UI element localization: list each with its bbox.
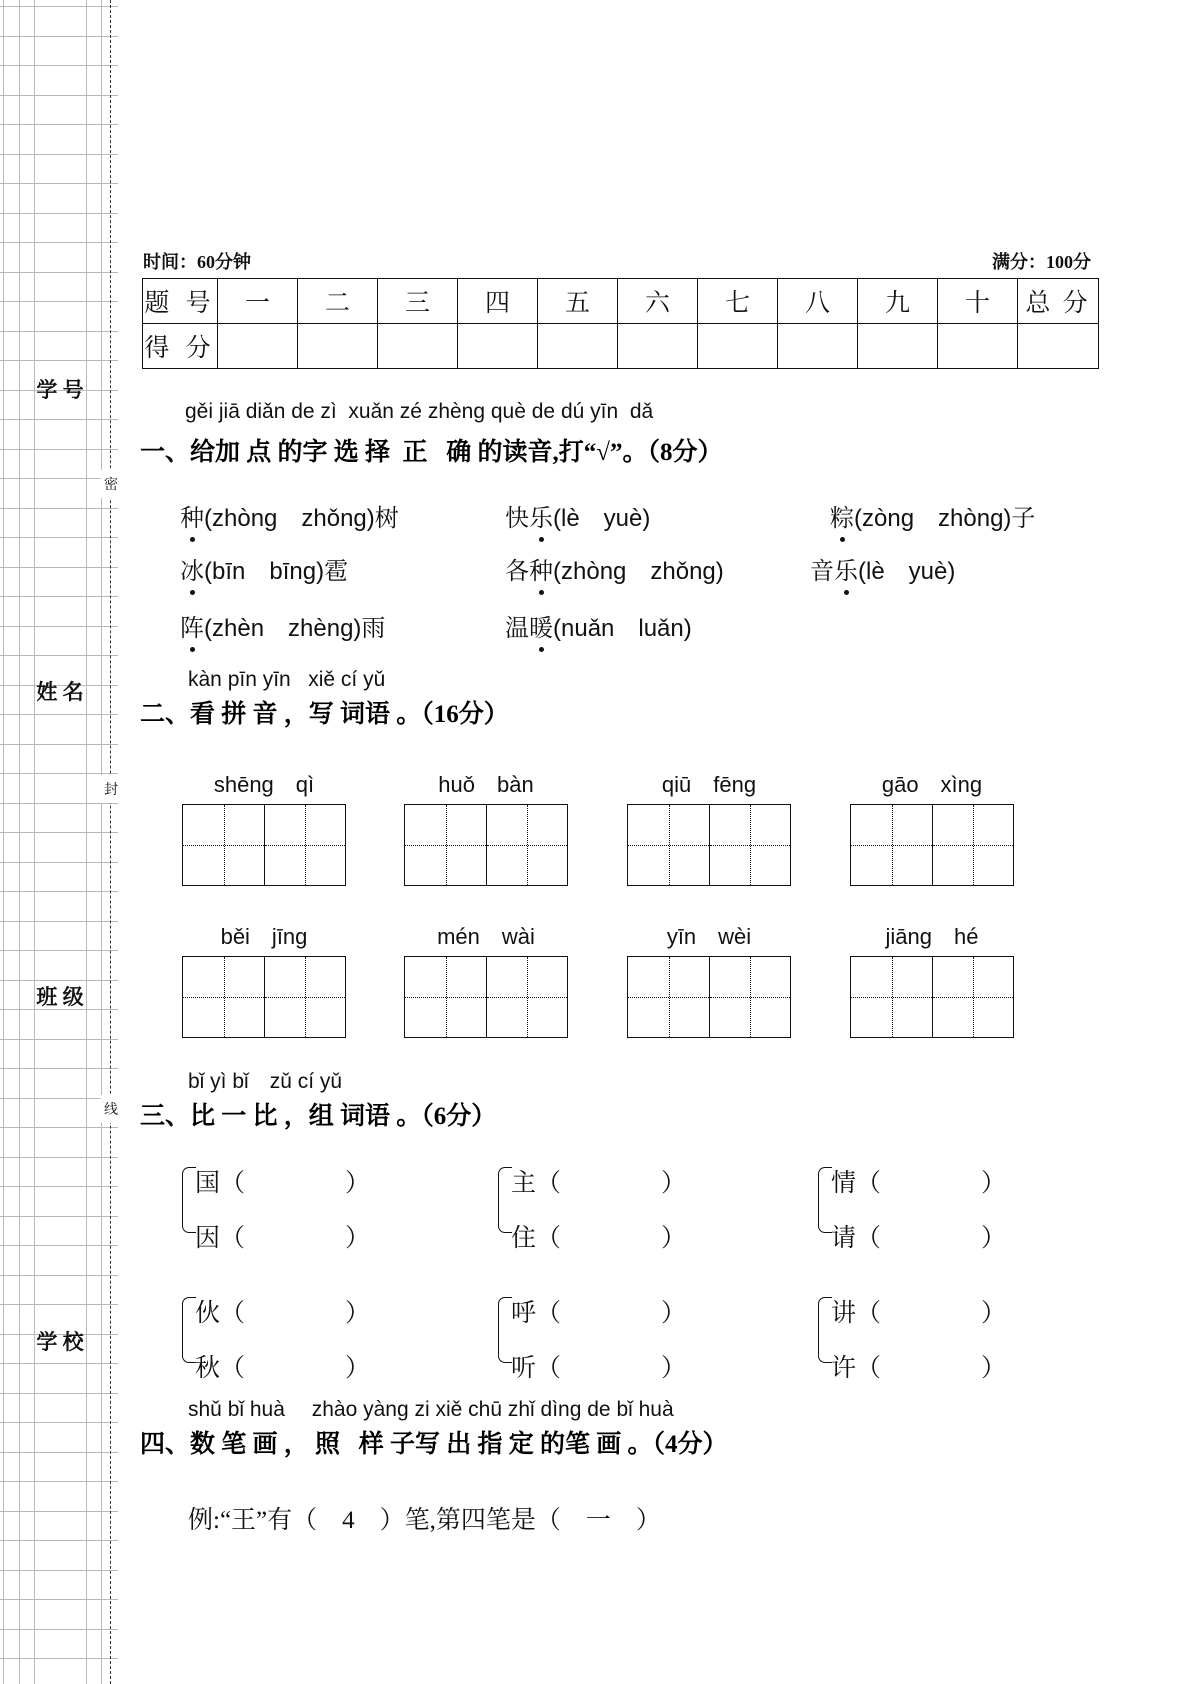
pinyin-options[interactable]: (lè yuè) bbox=[553, 505, 651, 532]
dotted-character: 种 bbox=[180, 498, 204, 533]
rule-line-vertical bbox=[86, 0, 87, 1684]
tianzige-cell[interactable] bbox=[628, 957, 709, 1037]
character: 树 bbox=[374, 506, 399, 532]
tianzige-cell[interactable] bbox=[628, 805, 709, 885]
character: 子 bbox=[1011, 506, 1036, 532]
pinyin-options[interactable]: (zhòng zhǒng) bbox=[204, 505, 375, 532]
score-table-col-10: 十 bbox=[938, 279, 1018, 324]
vlabel-school-text: 学 校 bbox=[36, 1330, 84, 1354]
tianzige-grid[interactable] bbox=[182, 956, 346, 1038]
tianzige-cell[interactable] bbox=[486, 957, 567, 1037]
character: 音 bbox=[810, 559, 834, 585]
pinyin-choice-item[interactable] bbox=[810, 551, 955, 586]
score-table-col-4: 四 bbox=[458, 279, 538, 324]
dotted-character: 乐 bbox=[834, 551, 858, 586]
score-table bbox=[142, 278, 1099, 369]
score-table-col-total: 总 分 bbox=[1018, 279, 1099, 324]
tianzige-cell[interactable] bbox=[183, 805, 264, 885]
pinyin-word-group bbox=[404, 768, 568, 886]
tianzige-grid[interactable] bbox=[404, 956, 568, 1038]
score-cell[interactable] bbox=[1018, 324, 1099, 369]
tianzige-cell[interactable] bbox=[709, 957, 790, 1037]
exam-time: 时间：60分钟 bbox=[143, 252, 251, 272]
pair-line-bottom[interactable]: 因（ ） bbox=[195, 1225, 371, 1252]
section-2-pinyin: kàn pīn yīn xiě cí yǔ bbox=[188, 668, 386, 691]
vlabel-student-number-text: 学 号 bbox=[36, 378, 84, 402]
pinyin-choice-item[interactable] bbox=[505, 498, 650, 533]
dotted-character: 粽 bbox=[830, 498, 854, 533]
word-pinyin-label: huǒ bàn bbox=[438, 772, 534, 797]
score-cell[interactable] bbox=[858, 324, 938, 369]
pinyin-word-group bbox=[627, 920, 791, 1038]
pair-line-bottom[interactable]: 秋（ ） bbox=[195, 1355, 371, 1382]
vlabel-class bbox=[34, 985, 86, 1010]
pair-line-top[interactable]: 伙（ ） bbox=[195, 1300, 371, 1327]
character: 雹 bbox=[324, 559, 349, 585]
pinyin-choice-item[interactable] bbox=[180, 608, 385, 643]
score-cell[interactable] bbox=[538, 324, 618, 369]
pinyin-word-group bbox=[404, 920, 568, 1038]
score-table-col-6: 六 bbox=[618, 279, 698, 324]
pair-line-bottom[interactable]: 请（ ） bbox=[831, 1225, 1007, 1252]
word-pinyin-label: jiāng hé bbox=[885, 924, 979, 949]
score-cell[interactable] bbox=[218, 324, 298, 369]
dotted-character: 种 bbox=[529, 551, 553, 586]
dotted-character: 阵 bbox=[180, 608, 204, 643]
paper-content bbox=[140, 0, 1150, 1684]
dotted-character: 暖 bbox=[529, 608, 553, 643]
exam-meta-row bbox=[143, 248, 1091, 274]
exam-full-score: 满分：100分 bbox=[992, 252, 1091, 272]
tianzige-cell[interactable] bbox=[932, 805, 1013, 885]
section-1-pinyin: gěi jiā diǎn de zì xuǎn zé zhèng què de dú yīn dǎ bbox=[185, 400, 654, 423]
tianzige-cell[interactable] bbox=[932, 957, 1013, 1037]
pair-line-bottom[interactable]: 住（ ） bbox=[511, 1225, 687, 1252]
word-pinyin-label: shēng qì bbox=[213, 772, 315, 797]
pinyin-word-group bbox=[627, 768, 791, 886]
pair-line-top[interactable]: 主（ ） bbox=[511, 1170, 687, 1197]
section-4-example: 例:“王”有（ 4 ）笔,第四笔是（ 一 ） bbox=[188, 1507, 661, 1534]
tianzige-cell[interactable] bbox=[405, 957, 486, 1037]
pinyin-choice-item[interactable] bbox=[505, 551, 724, 586]
pair-brace bbox=[498, 1167, 512, 1233]
word-pinyin-label: běi jīng bbox=[220, 924, 308, 949]
pinyin-options[interactable]: (zhòng zhǒng) bbox=[553, 558, 724, 585]
pinyin-word-group bbox=[182, 768, 346, 886]
score-cell[interactable] bbox=[778, 324, 858, 369]
score-table-row-label-score: 得 分 bbox=[143, 324, 218, 369]
pair-line-bottom[interactable]: 许（ ） bbox=[831, 1355, 1007, 1382]
score-table-header-row bbox=[143, 279, 1099, 324]
tianzige-grid[interactable] bbox=[627, 956, 791, 1038]
vlabel-name bbox=[34, 680, 86, 705]
score-table-col-1: 一 bbox=[218, 279, 298, 324]
score-cell[interactable] bbox=[618, 324, 698, 369]
seal-word-feng: 封 bbox=[101, 775, 121, 803]
tianzige-cell[interactable] bbox=[851, 805, 932, 885]
pair-brace bbox=[498, 1297, 512, 1363]
score-table-col-2: 二 bbox=[298, 279, 378, 324]
word-pinyin-label: qiū fēng bbox=[661, 772, 757, 797]
pinyin-options[interactable]: (nuǎn luǎn) bbox=[553, 615, 692, 642]
pinyin-word-group bbox=[182, 920, 346, 1038]
rule-line-vertical bbox=[19, 0, 20, 1684]
tianzige-cell[interactable] bbox=[264, 805, 345, 885]
pair-line-top[interactable]: 国（ ） bbox=[195, 1170, 371, 1197]
pinyin-options[interactable]: (lè yuè) bbox=[858, 558, 956, 585]
pinyin-options[interactable]: (bīn bīng) bbox=[204, 558, 325, 585]
seal-word-mi: 密 bbox=[101, 470, 121, 498]
dotted-character: 乐 bbox=[529, 498, 553, 533]
character: 各 bbox=[505, 559, 529, 585]
section-4-pinyin: shǔ bǐ huà zhào yàng zi xiě chū zhǐ dìng de bǐ huà bbox=[188, 1398, 674, 1421]
pinyin-choice-item[interactable] bbox=[180, 498, 399, 533]
pair-line-top[interactable]: 讲（ ） bbox=[831, 1300, 1007, 1327]
seal-dashed-line bbox=[110, 0, 111, 1684]
vlabel-class-text: 班 级 bbox=[36, 985, 84, 1009]
pinyin-word-group bbox=[850, 768, 1014, 886]
pair-line-top[interactable]: 情（ ） bbox=[831, 1170, 1007, 1197]
seal-word-xian: 线 bbox=[101, 1095, 121, 1123]
tianzige-grid[interactable] bbox=[404, 804, 568, 886]
word-pinyin-label: gāo xìng bbox=[881, 772, 983, 797]
score-table-col-3: 三 bbox=[378, 279, 458, 324]
tianzige-cell[interactable] bbox=[709, 805, 790, 885]
rule-line-vertical bbox=[101, 0, 102, 1684]
tianzige-cell[interactable] bbox=[486, 805, 567, 885]
tianzige-cell[interactable] bbox=[264, 957, 345, 1037]
tianzige-cell[interactable] bbox=[183, 957, 264, 1037]
score-table-col-7: 七 bbox=[698, 279, 778, 324]
section-4-title: 四、数 笔 画 ， 照 样 子写 出 指 定 的笔 画 。（4分） bbox=[140, 1431, 728, 1458]
tianzige-grid[interactable] bbox=[850, 804, 1014, 886]
pinyin-choice-item[interactable] bbox=[505, 608, 692, 643]
left-margin-strip bbox=[0, 0, 118, 1684]
character: 快 bbox=[505, 506, 529, 532]
pinyin-options[interactable]: (zhèn zhèng) bbox=[204, 615, 362, 642]
section-1-title: 一、给加 点 的字 选 择 正 确 的读音,打“√”。（8分） bbox=[140, 439, 723, 466]
tianzige-cell[interactable] bbox=[405, 805, 486, 885]
pair-brace bbox=[182, 1297, 196, 1363]
character: 雨 bbox=[361, 616, 386, 642]
score-cell[interactable] bbox=[298, 324, 378, 369]
score-table-score-row bbox=[143, 324, 1099, 369]
score-cell[interactable] bbox=[698, 324, 778, 369]
tianzige-cell[interactable] bbox=[851, 957, 932, 1037]
tianzige-grid[interactable] bbox=[850, 956, 1014, 1038]
pair-brace bbox=[818, 1297, 832, 1363]
dotted-character: 冰 bbox=[180, 551, 204, 586]
score-table-row-label-question: 题 号 bbox=[143, 279, 218, 324]
tianzige-grid[interactable] bbox=[182, 804, 346, 886]
pinyin-choice-item[interactable] bbox=[830, 498, 1035, 533]
pinyin-choice-item[interactable] bbox=[180, 551, 348, 586]
vertical-label-column bbox=[34, 0, 86, 1684]
pinyin-word-group bbox=[850, 920, 1014, 1038]
score-table-col-5: 五 bbox=[538, 279, 618, 324]
score-table-col-9: 九 bbox=[858, 279, 938, 324]
pinyin-options[interactable]: (zòng zhòng) bbox=[854, 505, 1012, 532]
word-pinyin-label: mén wài bbox=[437, 924, 535, 949]
section-3-pinyin: bǐ yì bǐ zǔ cí yǔ bbox=[188, 1070, 343, 1093]
vlabel-student-number bbox=[34, 378, 86, 403]
score-table-col-8: 八 bbox=[778, 279, 858, 324]
rule-line-vertical bbox=[3, 0, 4, 1684]
vlabel-name-text: 姓 名 bbox=[36, 680, 84, 704]
character: 温 bbox=[505, 616, 529, 642]
score-cell[interactable] bbox=[938, 324, 1018, 369]
vlabel-school bbox=[34, 1330, 86, 1355]
pair-brace bbox=[182, 1167, 196, 1233]
section-2-title: 二、看 拼 音 ，写 词语 。（16分） bbox=[140, 701, 509, 728]
section-3-title: 三、比 一 比 ，组 词语 。（6分） bbox=[140, 1103, 497, 1130]
pair-line-bottom[interactable]: 听（ ） bbox=[511, 1355, 687, 1382]
word-pinyin-label: yīn wèi bbox=[666, 924, 752, 949]
score-cell[interactable] bbox=[458, 324, 538, 369]
score-cell[interactable] bbox=[378, 324, 458, 369]
pair-line-top[interactable]: 呼（ ） bbox=[511, 1300, 687, 1327]
pair-brace bbox=[818, 1167, 832, 1233]
tianzige-grid[interactable] bbox=[627, 804, 791, 886]
